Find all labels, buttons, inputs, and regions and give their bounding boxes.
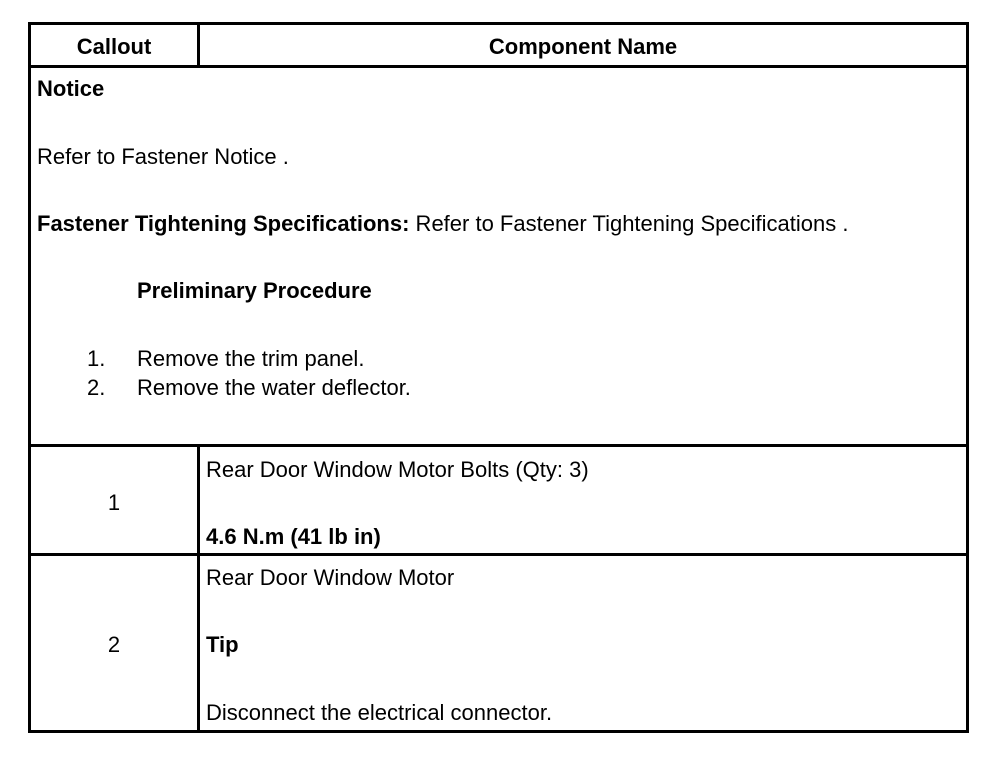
step-text: Remove the water deflector. — [137, 375, 411, 400]
header-bottom-rule — [31, 65, 966, 68]
component-table — [28, 22, 969, 733]
torque-value: 4.6 N.m (41 lb in) — [206, 524, 381, 549]
tip-text: Disconnect the electrical connector. — [206, 700, 553, 725]
component-name-header — [200, 25, 966, 68]
component-name-header-label: Component Name — [488, 33, 678, 59]
row-1-bottom-rule — [31, 553, 966, 556]
callout-header — [31, 25, 197, 68]
tip-title: Tip — [206, 632, 239, 657]
step-text: Remove the trim panel. — [137, 346, 365, 371]
preliminary-title: Preliminary Procedure — [137, 278, 372, 303]
step-number: 2. — [87, 375, 106, 400]
fastener-spec-text: Refer to Fastener Tightening Specifications . — [409, 211, 849, 236]
component-name: Rear Door Window Motor Bolts (Qty: 3) — [206, 457, 589, 482]
notice-bottom-rule — [31, 444, 966, 447]
callout-number: 1 — [107, 490, 121, 515]
notice-text: Refer to Fastener Notice . — [37, 144, 289, 169]
callout-column-divider — [197, 444, 200, 730]
callout-header-label: Callout — [76, 33, 152, 59]
header-divider — [197, 25, 200, 68]
step-number: 1. — [87, 346, 106, 371]
notice-title: Notice — [37, 76, 105, 101]
fastener-spec-line — [37, 211, 848, 237]
component-name: Rear Door Window Motor — [206, 565, 455, 590]
callout-number: 2 — [107, 632, 121, 657]
fastener-spec-label: Fastener Tightening Specifications: — [37, 211, 410, 236]
